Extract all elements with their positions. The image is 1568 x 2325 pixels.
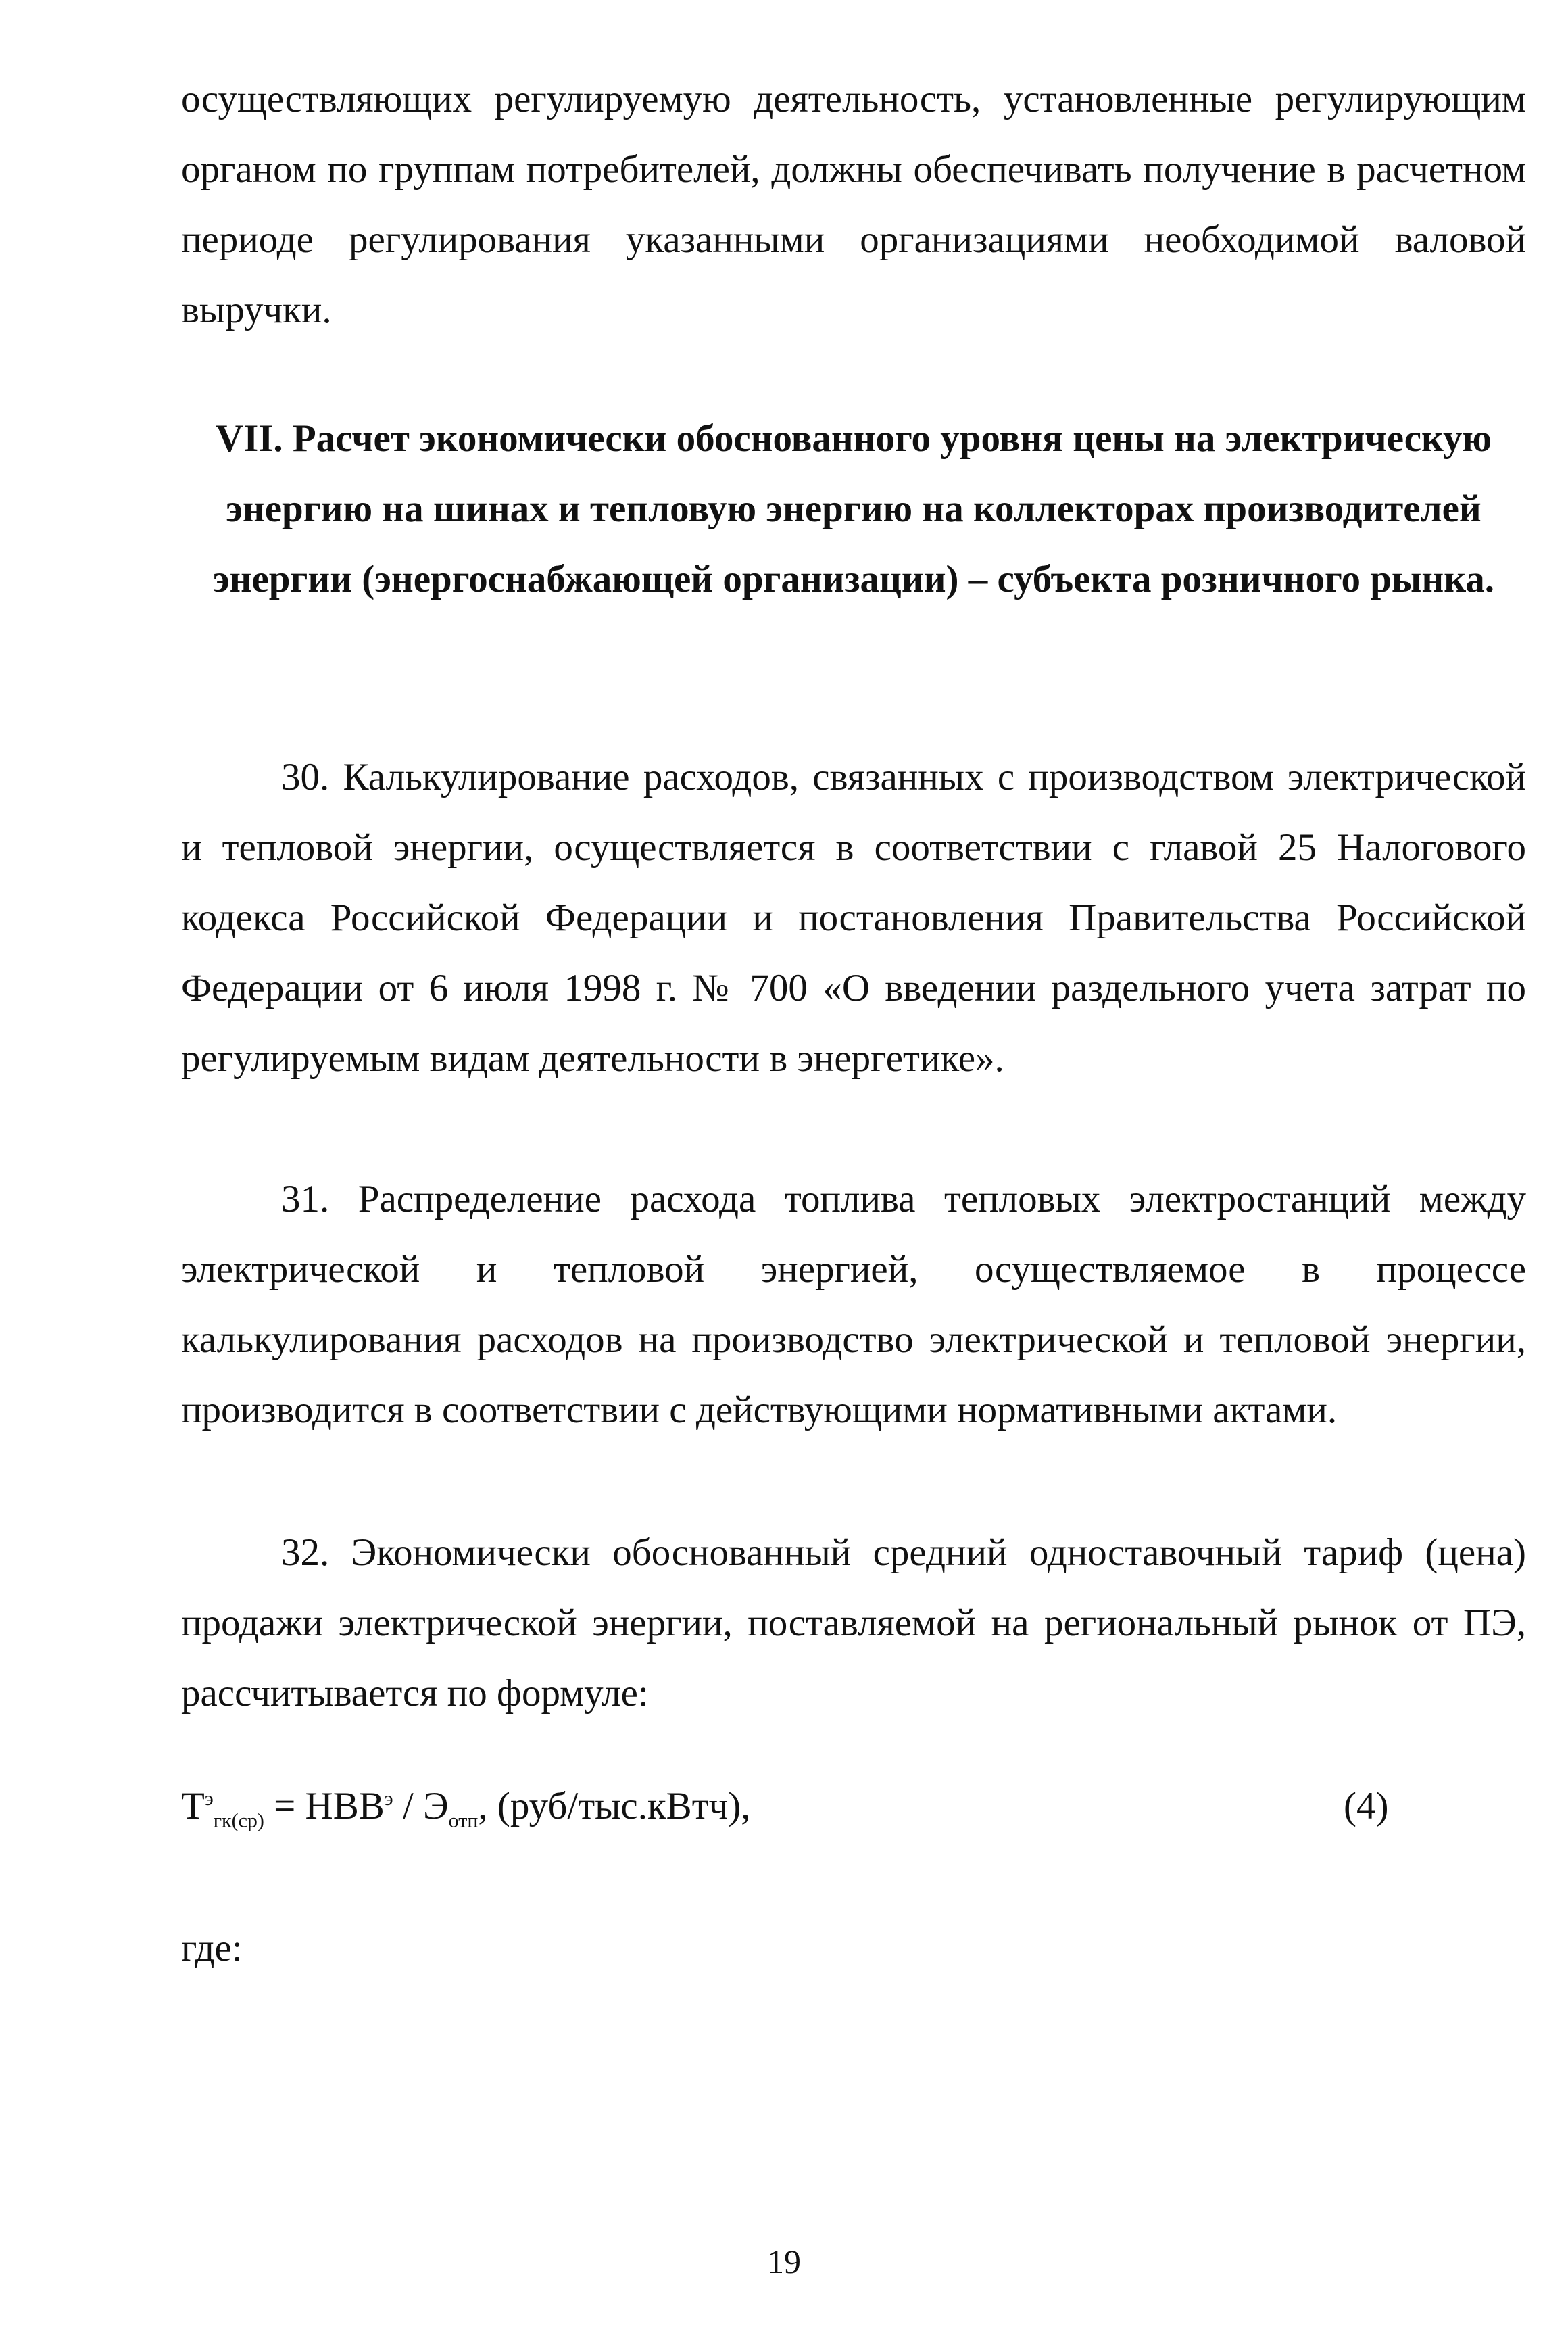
paragraph-30: 30. Калькулирование расходов, связанных с производством электрической и тепловой энергии, осуществляется в соответствии с главой 25 Налогового кодекса Российской Федерации и постановления Правительства Российской Федерации от 6 июля 1998 г. № 700 «О введении раздельного учета затрат по регулируемым видам деятельности в энергетике».	[181, 756, 1526, 1080]
formula-units: , (руб/тыс.кВтч),	[478, 1785, 751, 1827]
where-label: где:	[181, 1927, 243, 1969]
formula-number: (4)	[1344, 1785, 1389, 1827]
formula-nvv-superscript: э	[384, 1788, 393, 1810]
paragraph-continuation: осуществляющих регулируемую деятельность, установленные регулирующим органом по группам потребителей, должны обеспечивать получение в расчетном периоде регулирования указанными организациями необходимой валовой выручки.	[181, 78, 1526, 331]
formula-expression	[181, 1771, 751, 1842]
formula-energy-subscript: отп	[448, 1809, 479, 1832]
formula-nvv: = НВВ	[264, 1785, 385, 1827]
formula-tariff-superscript: э	[204, 1788, 214, 1810]
page-number: 19	[767, 2243, 801, 2280]
formula-4	[181, 1771, 1526, 1846]
formula-tariff-subscript: гк(ср)	[213, 1809, 264, 1832]
paragraph-31: 31. Распределение расхода топлива тепловых электростанций между электрической и тепловой энергией, осуществляемое в процессе калькулирования расходов на производство электрической и тепловой энергии, производится в соответствии с действующими нормативными актами.	[181, 1178, 1526, 1431]
section-heading: VII. Расчет экономически обоснованного уровня цены на электрическую энергию на шинах и тепловую энергию на коллекторах производителей энергии (энергоснабжающей организации) – субъекта розничного рынка.	[213, 417, 1494, 600]
paragraph-32: 32. Экономически обоснованный средний одноставочный тариф (цена) продажи электрической энергии, поставляемой на региональный рынок от ПЭ, рассчитывается по формуле:	[181, 1531, 1526, 1715]
formula-tariff-symbol: Т	[181, 1785, 205, 1827]
formula-energy-symbol: / Э	[393, 1785, 449, 1827]
